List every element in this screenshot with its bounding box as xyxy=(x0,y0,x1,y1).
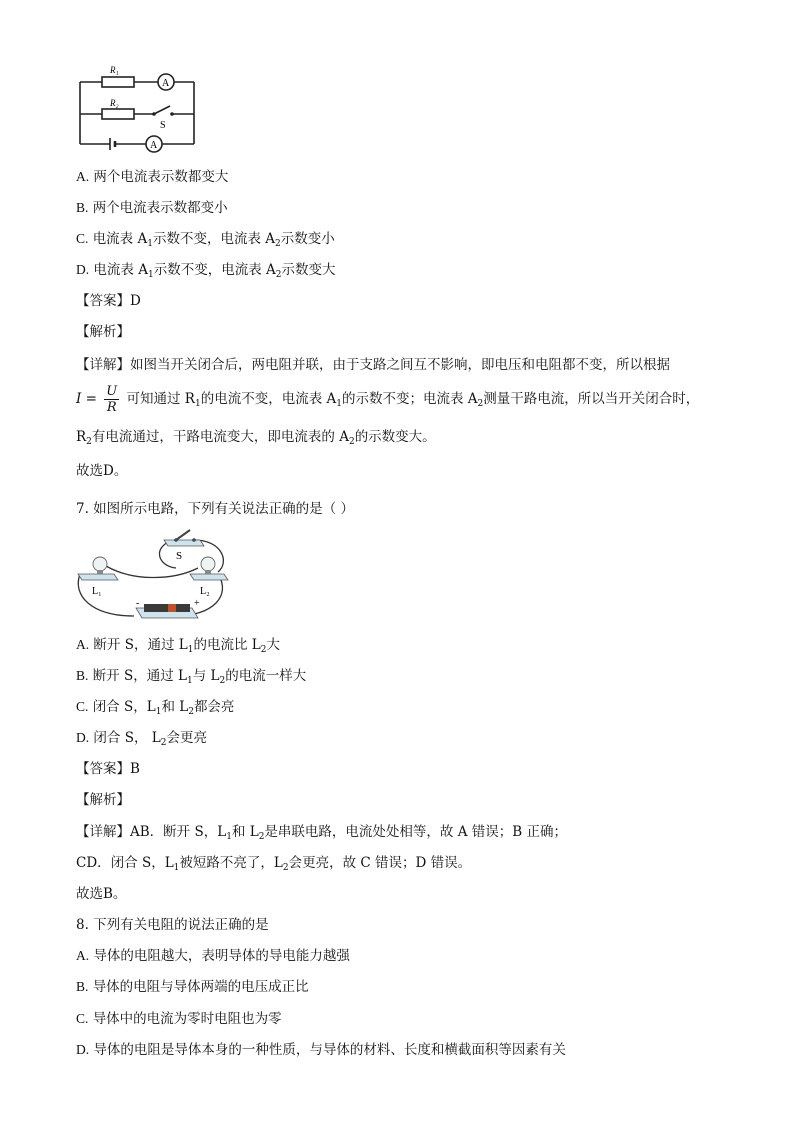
q7-option-c: C. 闭合 S，$L_1$和 $L_2$都会亮 xyxy=(76,699,235,717)
q8-option-d: D. 导体的电阻是导体本身的一种性质，与导体的材料、长度和横截面积等因素有关 xyxy=(76,1042,566,1058)
q7-conclusion: 故选B。 xyxy=(76,886,127,902)
q7-option-a: A. 断开 S，通过 $L_1$的电流比 $L_2$大 xyxy=(76,637,280,655)
q7-detail-line-2: CD．闭合 S，$L_1$被短路不亮了，$L_2$会更亮，故 C 错误；D 错误。 xyxy=(76,855,472,873)
q7-stem: 7. 如图所示电路，下列有关说法正确的是（ ） xyxy=(76,501,354,517)
q7-detail-line-1: 【详解】AB．断开 S，$L_1$和 $L_2$是串联电路，电流处处相等，故 A 错误；B 正确； xyxy=(76,824,567,842)
switch-s-label: S xyxy=(176,550,183,562)
circuit-diagram-parallel xyxy=(76,62,200,154)
q6-conclusion: 故选D。 xyxy=(76,463,128,479)
circuit-photo-series xyxy=(72,526,232,626)
q7-option-d: D. 闭合 S， $L_2$会更亮 xyxy=(76,730,207,748)
r2-label: R₂ xyxy=(110,98,119,108)
ammeter-a1-label: A xyxy=(162,78,170,89)
q8-option-b: B. 导体的电阻与导体两端的电压成正比 xyxy=(76,979,309,995)
q8-stem: 8. 下列有关电阻的说法正确的是 xyxy=(76,917,269,933)
q6-answer: 【答案】D xyxy=(76,293,141,309)
q6-detail-line-1: 【详解】如图当开关闭合后，两电阻并联，由于支路之间互不影响，即电压和电阻都不变，所以根据 xyxy=(76,357,670,373)
battery-plus-label: + xyxy=(194,598,200,609)
q6-detail-line-3: $R_2$有电流通过，干路电流变大，即电流表的 $A_2$的示数变大。 xyxy=(76,429,436,447)
q6-option-b: B. 两个电流表示数都变小 xyxy=(76,200,228,216)
q6-option-a: A. 两个电流表示数都变大 xyxy=(76,169,229,185)
ammeter-a2-label: A xyxy=(150,140,158,151)
lamp-l2-label: L₂ xyxy=(200,586,210,597)
q7-option-b: B. 断开 S，通过 $L_1$与 $L_2$的电流一样大 xyxy=(76,668,307,686)
lamp-l1-label: L₁ xyxy=(92,586,102,597)
q7-answer: 【答案】B xyxy=(76,761,140,777)
formula-equals: = xyxy=(85,391,97,407)
q6-option-c: C. 电流表 $A_1$示数不变，电流表 $A_2$示数变小 xyxy=(76,231,335,249)
q8-option-a: A. 导体的电阻越大，表明导体的导电能力越强 xyxy=(76,948,350,964)
q8-option-c: C. 导体中的电流为零时电阻也为零 xyxy=(76,1011,282,1027)
r1-label: R₁ xyxy=(110,65,119,75)
q7-analysis-heading: 【解析】 xyxy=(76,792,130,808)
formula-i: I xyxy=(76,391,82,407)
formula-fraction: $\frac{U}{R}$ xyxy=(106,384,118,415)
q6-analysis-heading: 【解析】 xyxy=(76,324,130,340)
switch-label: S xyxy=(160,120,166,131)
battery-minus-label: - xyxy=(136,598,140,609)
q6-detail-line-2: I = $\frac{U}{R}$ 可知通过 $R_1$的电流不变，电流表 $A_1$的示数不变；电流表 $A_2$测量干路电流，所以当开关闭合时， xyxy=(76,384,700,415)
q6-option-d: D. 电流表 $A_1$示数不变，电流表 $A_2$示数变大 xyxy=(76,262,336,280)
